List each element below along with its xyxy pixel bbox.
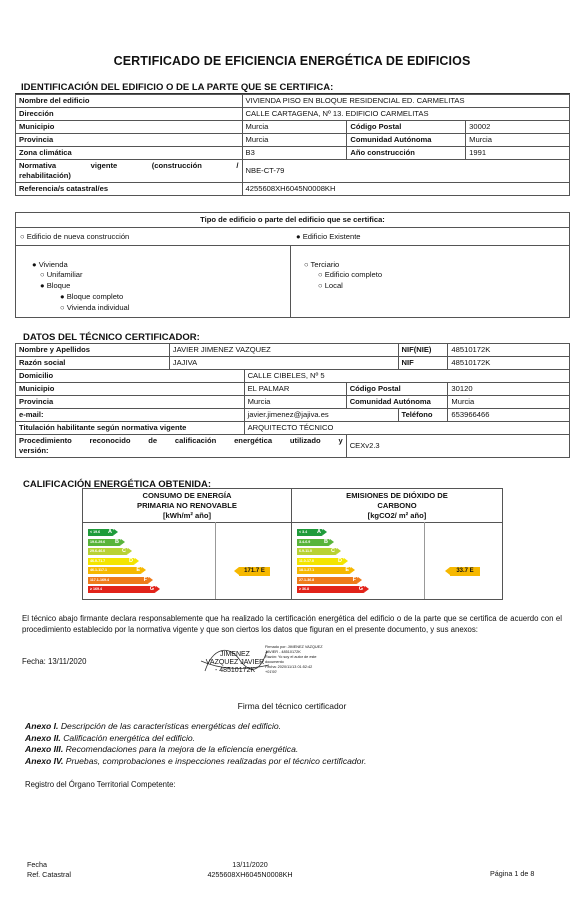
cp-value: 30002	[466, 121, 570, 134]
nueva-construccion-option: ○ Edificio de nueva construcción	[20, 232, 130, 241]
ref-label: Referencia/s catastral/es	[16, 183, 243, 196]
table-row	[16, 183, 570, 196]
signature-name	[199, 651, 271, 675]
consumo-scale	[88, 529, 213, 599]
tec-municipio-value: EL PALMAR	[244, 383, 346, 396]
emisiones-value: 33.7 E	[450, 567, 480, 576]
emisiones-bar-range: 3.4-6.9	[299, 539, 311, 544]
emisiones-bar-range: 27.1-36.8	[299, 577, 315, 582]
table-row	[16, 422, 570, 435]
consumo-header	[83, 491, 291, 521]
consumo-bar-range: 19.6-29.6	[90, 539, 106, 544]
consumo-bar-range: 46.1-117.1	[90, 568, 107, 572]
emisiones-bar-range: 6.9-11.0	[299, 549, 312, 553]
anexo-desc: Descripción de las características energéticas del edificio.	[60, 721, 282, 731]
edificio-table	[15, 94, 570, 196]
ccaa-label: Comunidad Autónoma	[347, 134, 466, 147]
emisiones-bar-range: 11.0-17.0	[299, 558, 314, 563]
consumo-bar-e	[88, 567, 142, 574]
proc-label-line2: versión:	[19, 446, 49, 455]
provincia-value: Murcia	[242, 134, 347, 147]
direccion-label: Dirección	[16, 108, 243, 121]
consumo-head1: CONSUMO DE ENERGÍA	[142, 491, 232, 500]
tec-tel-value: 653966466	[448, 409, 570, 422]
consumo-head2: PRIMARIA NO RENOVABLE	[137, 501, 237, 510]
calificacion-title: CALIFICACIÓN ENERGÉTICA OBTENIDA:	[23, 479, 212, 490]
footer-ref: 4255608XH6045N0008KH	[207, 870, 293, 879]
emisiones-bar-tip	[323, 529, 327, 535]
emisiones-header	[292, 491, 502, 521]
divider	[16, 245, 569, 246]
tec-tel-label: Teléfono	[398, 409, 448, 422]
table-row	[16, 383, 570, 396]
consumo-bar-range: < 19.6	[90, 530, 101, 534]
consumo-bar-letter: E	[136, 567, 140, 573]
emisiones-bar-range: 18.1-27.1	[299, 568, 315, 572]
consumo-bar-tip	[156, 586, 160, 592]
tec-provincia-label: Provincia	[16, 396, 245, 409]
consumo-bar-d	[88, 558, 135, 565]
table-row	[16, 134, 570, 147]
signature-name-3: - 48510172K	[214, 667, 256, 674]
table-row	[16, 409, 570, 422]
tec-nif-value: 48510172K	[448, 344, 570, 357]
emisiones-bar-letter: G	[358, 586, 363, 592]
consumo-value: 171.7 E	[239, 567, 270, 576]
tipo-header: Tipo de edificio o parte del edificio que se certifica:	[200, 215, 385, 224]
municipio-value: Murcia	[242, 121, 347, 134]
tipo-edificio-box	[15, 212, 570, 318]
tec-email-label: e-mail:	[16, 409, 245, 422]
signature-meta-line: Fecha: 2020/11/13 01:52:42	[265, 665, 313, 669]
table-row	[16, 160, 570, 183]
signature-meta-line: documento	[265, 660, 284, 664]
proc-label-line1: Procedimiento reconocido de calificación energética utilizado y	[19, 436, 343, 445]
provincia-label: Provincia	[16, 134, 243, 147]
normativa-value: NBE-CT-79	[242, 160, 569, 183]
nombre-label: Nombre del edificio	[16, 95, 243, 108]
divider	[83, 522, 502, 523]
emisiones-bar-letter: F	[352, 576, 356, 583]
table-row	[16, 435, 570, 458]
anio-label: Año construcción	[347, 147, 466, 160]
anexo-desc: Calificación energética del edificio.	[63, 732, 196, 743]
tec-domicilio-value: CALLE CIBELES, Nº 5	[244, 370, 569, 383]
consumo-bar-range: 46.0-71.7	[90, 558, 106, 563]
ref-value: 4255608XH6045N0008KH	[242, 183, 569, 196]
emisiones-head1: EMISIONES DE DIÓXIDO DE	[346, 491, 448, 500]
normativa-label-line1: Normativa vigente (construcción /	[19, 161, 239, 170]
firma-label: Firma del técnico certificador	[237, 701, 347, 711]
consumo-bar-letter: B	[115, 538, 119, 545]
anexo-desc: Recomendaciones para la mejora de la eficiencia energética.	[65, 744, 299, 754]
consumo-bar-tip	[128, 548, 132, 554]
table-row	[16, 357, 570, 370]
emisiones-bar-tip	[358, 577, 362, 583]
consumo-bar-a	[88, 529, 114, 536]
emisiones-bar-e	[297, 567, 351, 574]
emisiones-unit: [kgCO2/ m² año]	[367, 511, 427, 520]
table-row	[16, 121, 570, 134]
consumo-bar-range: 117.1-169.4	[90, 577, 109, 582]
existente-option: ● Edificio Existente	[296, 232, 361, 241]
signature-meta-line: JAVIER - 48510172K	[265, 650, 301, 654]
consumo-bar-tip	[121, 539, 125, 545]
edificio-completo-option: ○ Edificio completo	[318, 270, 383, 279]
tec-proc-value: CEXv2.3	[346, 435, 569, 458]
anexo-name: Anexo I.	[25, 721, 59, 731]
consumo-bar-f	[88, 577, 149, 584]
table-row	[16, 396, 570, 409]
table-row	[16, 108, 570, 121]
anexo-name: Anexo IV.	[25, 755, 64, 766]
tec-domicilio-label: Domicilio	[16, 370, 245, 383]
divider	[290, 245, 291, 317]
declaracion-text: El técnico abajo firmante declara responsablemente que ha realizado la certificación energética del edificio o de la parte que se certifica de acuerdo con el procedimiento establecido por la normativa vigente y que son ciertos los datos que figuran en el presente documento, y sus anexos:	[22, 614, 562, 634]
emisiones-bar-tip	[344, 558, 348, 564]
tec-nif2-value: 48510172K	[448, 357, 570, 370]
tec-nombre-value: JAVIER JIMENEZ VAZQUEZ	[169, 344, 398, 357]
emisiones-bar-range: ≥ 36.8	[299, 587, 309, 591]
emisiones-bar-tip	[330, 539, 334, 545]
emisiones-bar-tip	[351, 567, 355, 573]
emisiones-bar-letter: A	[317, 529, 321, 535]
bloque-completo-option: ● Bloque completo	[60, 292, 124, 301]
zona-label: Zona climática	[16, 147, 243, 160]
vivienda-individual-option: ○ Vivienda individual	[60, 303, 130, 312]
anexo-name: Anexo III.	[25, 744, 64, 754]
divider	[424, 522, 425, 599]
tec-titulacion-value: ARQUITECTO TÉCNICO	[244, 422, 569, 435]
consumo-unit: [kWh/m² año]	[162, 511, 212, 520]
emisiones-bar-c	[297, 548, 337, 555]
signature-meta-line: +01'00'	[265, 670, 278, 674]
normativa-label	[16, 160, 243, 183]
nombre-value: VIVIENDA PISO EN BLOQUE RESIDENCIAL ED. CARMELITAS	[242, 95, 569, 108]
terciario-option: ○ Terciario	[304, 260, 340, 269]
tec-cp-value: 30120	[448, 383, 570, 396]
consumo-bar-letter: C	[122, 548, 126, 554]
calificacion-box	[82, 488, 503, 600]
municipio-label: Municipio	[16, 121, 243, 134]
tec-nif2-label: NIF	[398, 357, 448, 370]
identificacion-title: IDENTIFICACIÓN DEL EDIFICIO O DE LA PARTE QUE SE CERTIFICA:	[21, 82, 334, 93]
tec-cp-label: Código Postal	[346, 383, 448, 396]
emisiones-bar-tip	[365, 586, 369, 592]
emisiones-bar-b	[297, 539, 330, 546]
consumo-bar-letter: D	[129, 557, 133, 564]
footer-fecha-label: Fecha	[27, 860, 47, 869]
anexo-item	[25, 756, 366, 768]
consumo-bar-b	[88, 539, 121, 546]
tec-razon-value: JAJIVA	[169, 357, 398, 370]
page-number: Página 1 de 8	[490, 869, 535, 878]
anexos-list	[25, 721, 366, 767]
table-row	[16, 95, 570, 108]
direccion-value: CALLE CARTAGENA, Nº 13. EDIFICIO CARMELITAS	[242, 108, 569, 121]
tec-ccaa-value: Murcia	[448, 396, 570, 409]
emisiones-scale	[297, 529, 422, 599]
emisiones-bar-tip	[337, 548, 341, 554]
footer-labels	[27, 860, 71, 880]
signature-name-2: VAZQUEZ JAVIER	[205, 659, 265, 666]
consumo-bar-letter: F	[143, 576, 147, 583]
emisiones-bar-letter: B	[324, 538, 328, 545]
consumo-bar-letter: A	[108, 529, 112, 535]
zona-value: B3	[242, 147, 347, 160]
signature-name-1: JIMENEZ	[220, 651, 250, 658]
local-option: ○ Local	[318, 281, 343, 290]
signature-meta-line: Razón: Yo soy el autor de este	[265, 655, 317, 659]
tecnico-title: DATOS DEL TÉCNICO CERTIFICADOR:	[23, 332, 200, 343]
consumo-bar-g	[88, 586, 156, 593]
table-row	[16, 344, 570, 357]
signature-stamp	[199, 641, 271, 683]
anio-value: 1991	[466, 147, 570, 160]
emisiones-bar-d	[297, 558, 344, 565]
registro-text: Registro del Órgano Territorial Competente:	[25, 780, 176, 789]
unifamiliar-option: ○ Unifamiliar	[40, 270, 83, 279]
emisiones-bar-a	[297, 529, 323, 536]
emisiones-bar-letter: C	[331, 548, 335, 554]
anexo-item	[25, 721, 366, 733]
consumo-bar-tip	[114, 529, 118, 535]
footer-fecha: 13/11/2020	[232, 860, 268, 869]
ccaa-value: Murcia	[466, 134, 570, 147]
tec-nombre-label: Nombre y Apellidos	[16, 344, 170, 357]
consumo-bar-tip	[149, 577, 153, 583]
tec-nif-label: NIF(NIE)	[398, 344, 448, 357]
consumo-bar-c	[88, 548, 128, 555]
bloque-option: ● Bloque	[40, 281, 71, 290]
emisiones-bar-letter: E	[345, 567, 349, 573]
tec-titulacion-label: Titulación habilitante según normativa vigente	[16, 422, 245, 435]
divider	[215, 522, 216, 599]
anexo-desc: Pruebas, comprobaciones e inspecciones realizadas por el técnico certificador.	[65, 755, 367, 766]
tec-ccaa-label: Comunidad Autónoma	[346, 396, 448, 409]
vivienda-option: ● Vivienda	[32, 260, 68, 269]
document-title: CERTIFICADO DE EFICIENCIA ENERGÉTICA DE EDIFICIOS	[113, 54, 471, 68]
emisiones-bar-g	[297, 586, 365, 593]
anexo-item	[25, 744, 366, 756]
fecha-text: Fecha: 13/11/2020	[22, 657, 87, 666]
tec-email-value: javier.jimenez@jajiva.es	[244, 409, 398, 422]
table-row	[16, 147, 570, 160]
consumo-bar-tip	[142, 567, 146, 573]
table-row	[16, 370, 570, 383]
emisiones-bar-range: < 3.4	[299, 530, 308, 534]
emisiones-head2: CARBONO	[377, 501, 417, 510]
signature-meta-line: Firmado por: JIMENEZ VAZQUEZ	[265, 645, 323, 649]
normativa-label-line2: rehabilitación)	[19, 171, 71, 180]
tecnico-table	[15, 343, 570, 458]
signature-meta	[265, 645, 323, 675]
consumo-bar-tip	[135, 558, 139, 564]
anexo-name: Anexo II.	[25, 732, 61, 743]
tec-proc-label	[16, 435, 347, 458]
consumo-bar-letter: G	[149, 586, 154, 592]
tec-municipio-label: Municipio	[16, 383, 245, 396]
consumo-bar-range: 29.6-46.0	[90, 549, 106, 553]
consumo-bar-range: ≥ 169.4	[90, 587, 102, 591]
emisiones-bar-letter: D	[338, 557, 342, 564]
tec-razon-label: Razón social	[16, 357, 170, 370]
tec-provincia-value: Murcia	[244, 396, 346, 409]
cp-label: Código Postal	[347, 121, 466, 134]
footer-values	[160, 860, 340, 880]
emisiones-bar-f	[297, 577, 358, 584]
anexo-item	[25, 733, 366, 745]
divider	[16, 227, 569, 228]
footer-ref-label: Ref. Catastral	[27, 870, 71, 879]
